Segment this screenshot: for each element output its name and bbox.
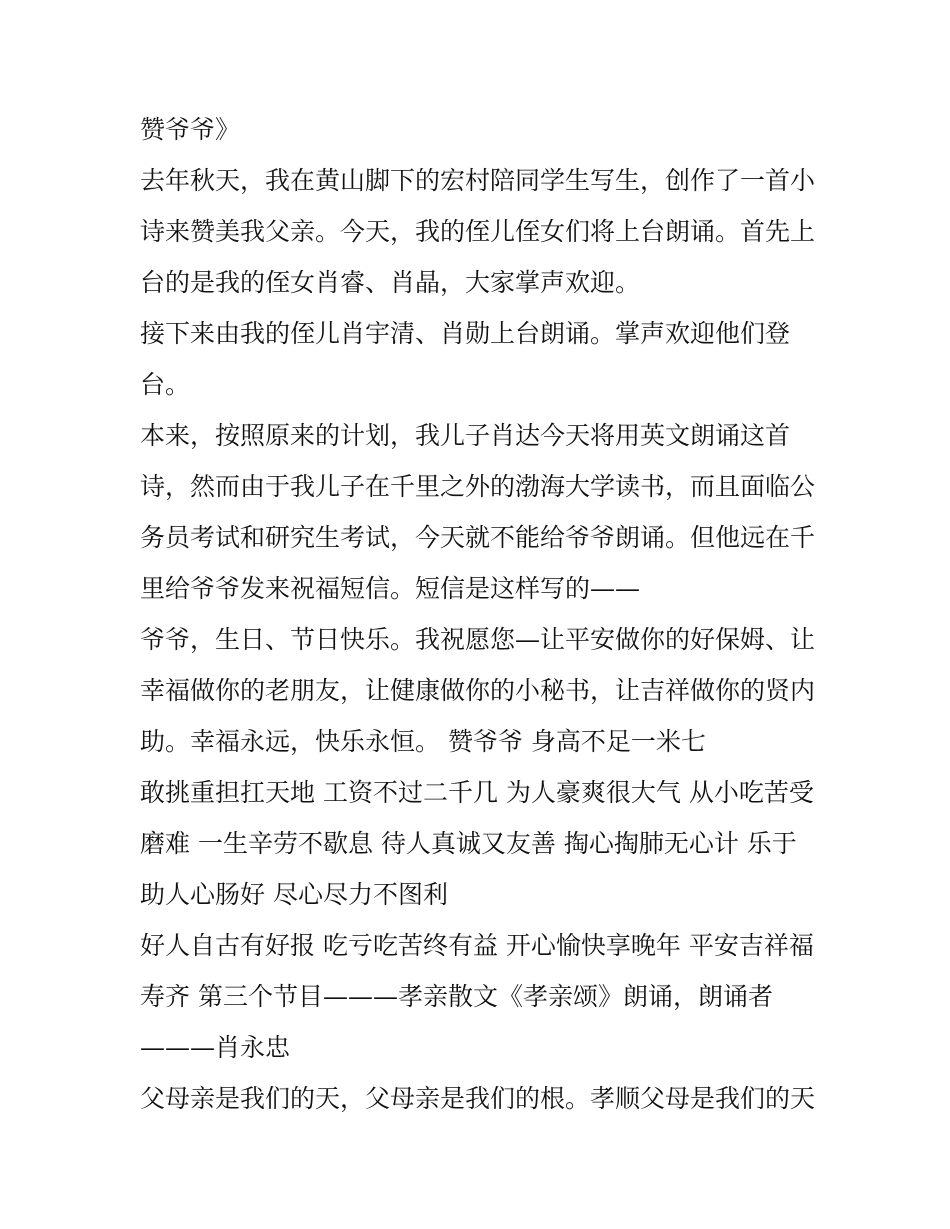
text-line: 去年秋天，我在黄山脚下的宏村陪同学生写生，创作了一首小 (140, 166, 816, 195)
text-line: 爷爷，生日、节日快乐。我祝愿您—让平安做你的好保姆、让 (140, 625, 816, 654)
text-line: 好人自古有好报 吃亏吃苦终有益 开心愉快享晚年 平安吉祥福 (140, 931, 814, 960)
text-line: 磨难 一生辛劳不歇息 待人真诚又友善 掏心掏肺无心计 乐于 (140, 829, 797, 858)
text-line: ———肖永忠 (140, 1033, 291, 1062)
text-line: 务员考试和研究生考试，今天就不能给爷爷朗诵。但他远在千 (140, 523, 816, 552)
text-line: 助人心肠好 尽心尽力不图利 (140, 880, 448, 909)
text-line: 赞爷爷》 (140, 115, 241, 144)
text-line: 助。幸福永远，快乐永恒。 赞爷爷 身高不足一米七 (140, 727, 706, 756)
text-line: 诗来赞美我父亲。今天，我的侄儿侄女们将上台朗诵。首先上 (140, 217, 816, 246)
document-body (140, 104, 820, 1124)
text-line: 寿齐 第三个节目———孝亲散文《孝亲颂》朗诵，朗诵者 (140, 982, 773, 1011)
text-line: 幸福做你的老朋友，让健康做你的小秘书，让吉祥做你的贤内 (140, 676, 816, 705)
text-line: 本来，按照原来的计划，我儿子肖达今天将用英文朗诵这首 (140, 421, 791, 450)
text-line: 台的是我的侄女肖睿、肖晶，大家掌声欢迎。 (140, 268, 641, 297)
text-line: 里给爷爷发来祝福短信。短信是这样写的—— (140, 574, 641, 603)
text-line: 父母亲是我们的天，父母亲是我们的根。孝顺父母是我们的天 (140, 1084, 816, 1113)
text-line: 诗，然而由于我儿子在千里之外的渤海大学读书，而且面临公 (140, 472, 816, 501)
text-line: 台。 (140, 370, 191, 399)
text-line: 敢挑重担扛天地 工资不过二千几 为人豪爽很大气 从小吃苦受 (140, 778, 814, 807)
text-line: 接下来由我的侄儿肖宇清、肖勋上台朗诵。掌声欢迎他们登 (140, 319, 791, 348)
